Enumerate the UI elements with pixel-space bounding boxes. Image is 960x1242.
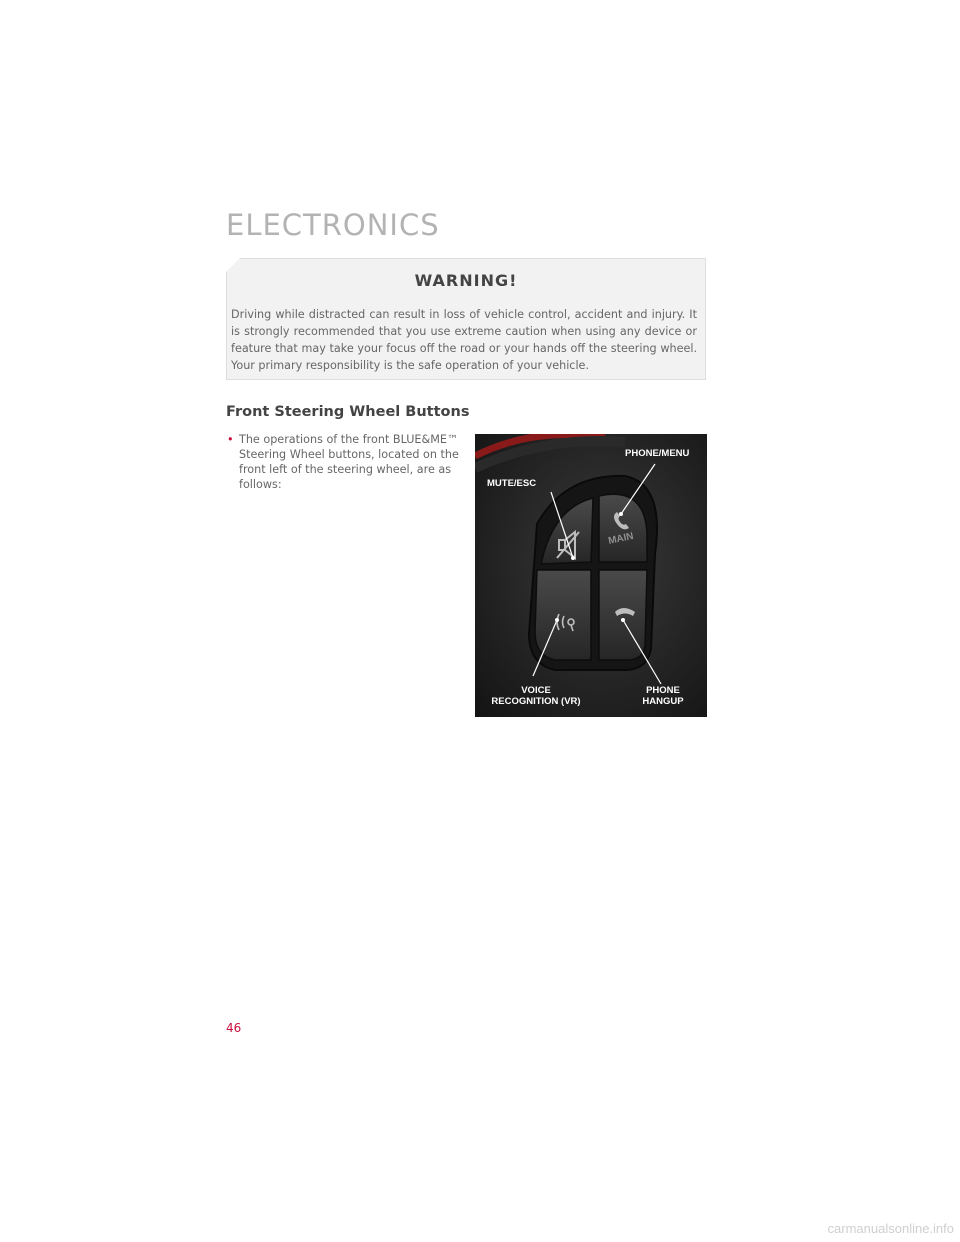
- voice-recognition-label: [481, 685, 591, 707]
- warning-box: [226, 258, 706, 380]
- hangup-label-line2: HANGUP: [642, 696, 684, 707]
- steering-wheel-illustration: [475, 434, 707, 717]
- bullet-marker: •: [227, 433, 234, 446]
- voice-label-line2: RECOGNITION (VR): [491, 696, 581, 707]
- warning-text: Driving while distracted can result in loss of vehicle control, accident and injury. It is strongly recommended that you use extreme caution when using any device or feature that may take your focus off the road or your hands off the steering wheel. Your primary responsibility is the safe operation of your vehicle.: [231, 308, 697, 372]
- phone-hangup-button[interactable]: [599, 570, 647, 660]
- phone-menu-label: PHONE/MENU: [625, 448, 690, 459]
- section-title: ELECTRONICS: [226, 208, 440, 242]
- bullet-text: The operations of the front BLUE&ME™ Steering Wheel buttons, located on the front left of the steering wheel, are as follows:: [239, 433, 459, 491]
- section-heading: Front Steering Wheel Buttons: [226, 404, 470, 420]
- main-button-label: MAIN: [607, 530, 635, 547]
- site-watermark: carmanualsonline.info: [827, 1221, 954, 1236]
- steering-wheel-photo: [475, 434, 707, 717]
- hangup-label-line1: PHONE: [646, 685, 680, 696]
- warning-box-notch: [226, 258, 240, 272]
- bullet-item: [227, 432, 463, 492]
- voice-label-line1: VOICE: [521, 685, 551, 696]
- phone-hangup-label: [627, 685, 699, 707]
- page-number: 46: [226, 1021, 242, 1035]
- voice-recognition-button[interactable]: [535, 570, 591, 660]
- mute-esc-label: MUTE/ESC: [487, 478, 537, 489]
- warning-title: WARNING!: [414, 271, 518, 290]
